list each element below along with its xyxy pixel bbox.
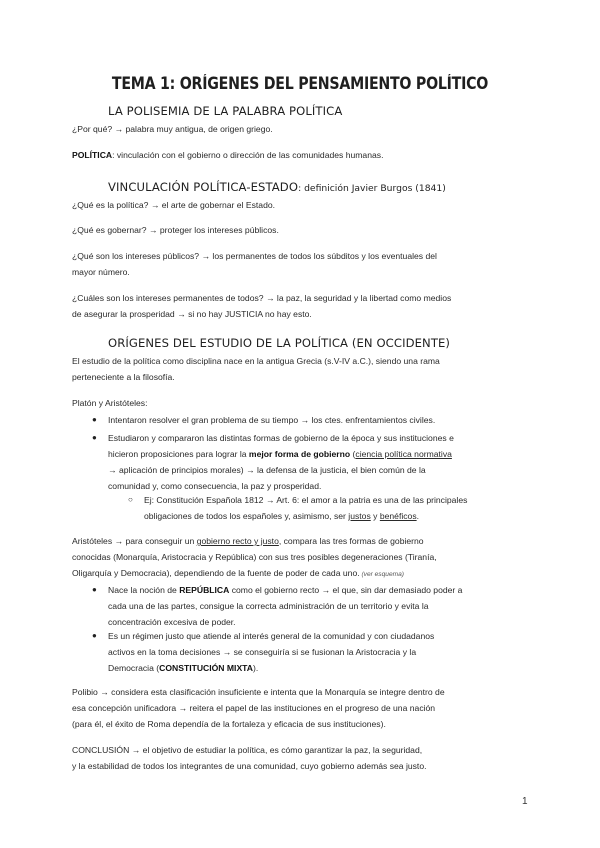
text: : vinculación con el gobierno o dirección de las comunidades humanas.: [112, 150, 384, 160]
line: conocidas (Monarquía, Aristocracia y República) con sus tres posibles degeneraciones (Tiranía,: [72, 552, 437, 562]
text: .: [416, 511, 420, 521]
text: ).: [253, 663, 259, 673]
text: Democracia (: [108, 663, 160, 673]
line: de asegurar la prosperidad → si no hay JUSTICIA no hay esto.: [72, 309, 312, 319]
line: El estudio de la política como disciplina nace en la antigua Grecia (s.V-IV a.C.), siendo una rama: [72, 356, 440, 366]
text: y: [370, 511, 380, 521]
list-item: [108, 430, 538, 494]
paragraph: Platón y Aristóteles:: [72, 398, 148, 408]
underlined-term: gobierno recto y justo: [196, 536, 279, 546]
text: Aristóteles → para conseguir un: [72, 536, 197, 546]
line: mayor número.: [72, 267, 130, 277]
bold-term: POLÍTICA: [72, 150, 113, 160]
line: perteneciente a la filosofía.: [72, 372, 175, 382]
line: comunidad y, como consecuencia, la paz y prosperidad.: [108, 481, 322, 491]
line: cada una de las partes, consigue la correcta administración de un territorio y evita la: [108, 601, 429, 611]
paragraph: [72, 684, 532, 732]
line: concentración excesiva de poder.: [108, 617, 236, 627]
line: Polibio → considera esta clasificación insuficiente e intenta que la Monarquía se integre dentro de: [72, 687, 445, 697]
bullet-icon: ●: [92, 631, 97, 640]
text: , compara las tres formas de gobierno: [278, 536, 424, 546]
line: ¿Qué son los intereses públicos? → los permanentes de todos los súbditos y los eventuales del: [72, 251, 437, 261]
heading-text: VINCULACIÓN POLÍTICA-ESTADO: [108, 180, 299, 194]
line: (para él, el éxito de Roma dependía de la fortaleza y eficacia de sus instituciones).: [72, 719, 386, 729]
line: Es un régimen justo que atiende al interés general de la comunidad y con ciudadanos: [108, 631, 435, 641]
paragraph: [72, 353, 532, 385]
paragraph: [72, 290, 532, 322]
text: hicieron proposiciones para lograr la: [108, 449, 249, 459]
underlined-term: ciencia política normativa: [355, 449, 452, 459]
line: [108, 660, 538, 676]
list-item: [108, 582, 538, 630]
bold-term: mejor forma de gobierno: [248, 449, 351, 459]
bullet-icon: ●: [92, 585, 97, 594]
list-item: Intentaron resolver el gran problema de su tiempo → los ctes. enfrentamientos civiles.: [108, 415, 436, 425]
paragraph: ¿Qué es la política? → el arte de gobernar el Estado.: [72, 200, 276, 210]
underlined-term: benéficos: [379, 511, 417, 521]
text: (: [350, 449, 356, 459]
bold-term: REPÚBLICA: [179, 585, 230, 595]
paragraph: [72, 248, 532, 280]
line: Estudiaron y compararon las distintas formas de gobierno de la época y sus instituciones e: [108, 433, 454, 443]
paragraph: [72, 533, 532, 583]
section-heading-origenes: ORÍGENES DEL ESTUDIO DE LA POLÍTICA (EN OCCIDENTE): [108, 336, 451, 350]
sub-list-item: [144, 492, 544, 524]
line: esa concepción unificadora → reitera el papel de las instituciones en el progreso de una nación: [72, 703, 436, 713]
page-title: TEMA 1: ORÍGENES DEL PENSAMIENTO POLÍTICO: [111, 74, 489, 93]
list-item: [108, 628, 538, 676]
line: [144, 508, 544, 524]
line: → aplicación de principios morales) → la defensa de la justicia, el bien común de la: [108, 465, 426, 475]
bullet-icon: ●: [92, 415, 97, 424]
section-heading-polisemia: LA POLISEMIA DE LA PALABRA POLÍTICA: [108, 104, 343, 118]
page-number: 1: [522, 796, 528, 807]
section-heading-vinculacion: [108, 180, 446, 194]
line: ¿Cuáles son los intereses permanentes de todos? → la paz, la seguridad y la libertad como medios: [72, 293, 452, 303]
line: CONCLUSIÓN → el objetivo de estudiar la política, es cómo garantizar la paz, la seguridad,: [72, 745, 423, 755]
text: Oligarquía y Democracia), dependiendo de la fuente de poder de cada uno.: [72, 568, 360, 578]
underlined-term: justos: [348, 511, 371, 521]
paragraph: ¿Por qué? → palabra muy antigua, de origen griego.: [72, 124, 273, 134]
paragraph: ¿Qué es gobernar? → proteger los intereses públicos.: [72, 225, 279, 235]
line: [72, 533, 532, 549]
line: [108, 582, 538, 598]
paragraph: [72, 147, 532, 163]
note: (ver esquema): [359, 571, 404, 578]
bold-term: CONSTITUCIÓN MIXTA: [159, 663, 253, 673]
text: como el gobierno recto → el que, sin dar demasiado poder a: [229, 585, 463, 595]
text: Nace la noción de: [108, 585, 180, 595]
bullet-icon: ●: [92, 433, 97, 442]
line: Ej: Constitución Española 1812 → Art. 6: el amor a la patria es una de las principales: [144, 495, 468, 505]
text: obligaciones de todos los españoles y, asimismo, ser: [144, 511, 349, 521]
line: activos en la toma decisiones → se conseguiría si se fusionan la Aristocracia y la: [108, 647, 417, 657]
paragraph: [72, 742, 532, 774]
line: [72, 565, 532, 583]
line: y la estabilidad de todos los integrantes de una comunidad, cuyo gobierno además sea justo.: [72, 761, 427, 771]
circle-bullet-icon: ○: [128, 495, 133, 504]
heading-subtext: : definición Javier Burgos (1841): [298, 183, 446, 194]
line: [108, 446, 538, 462]
